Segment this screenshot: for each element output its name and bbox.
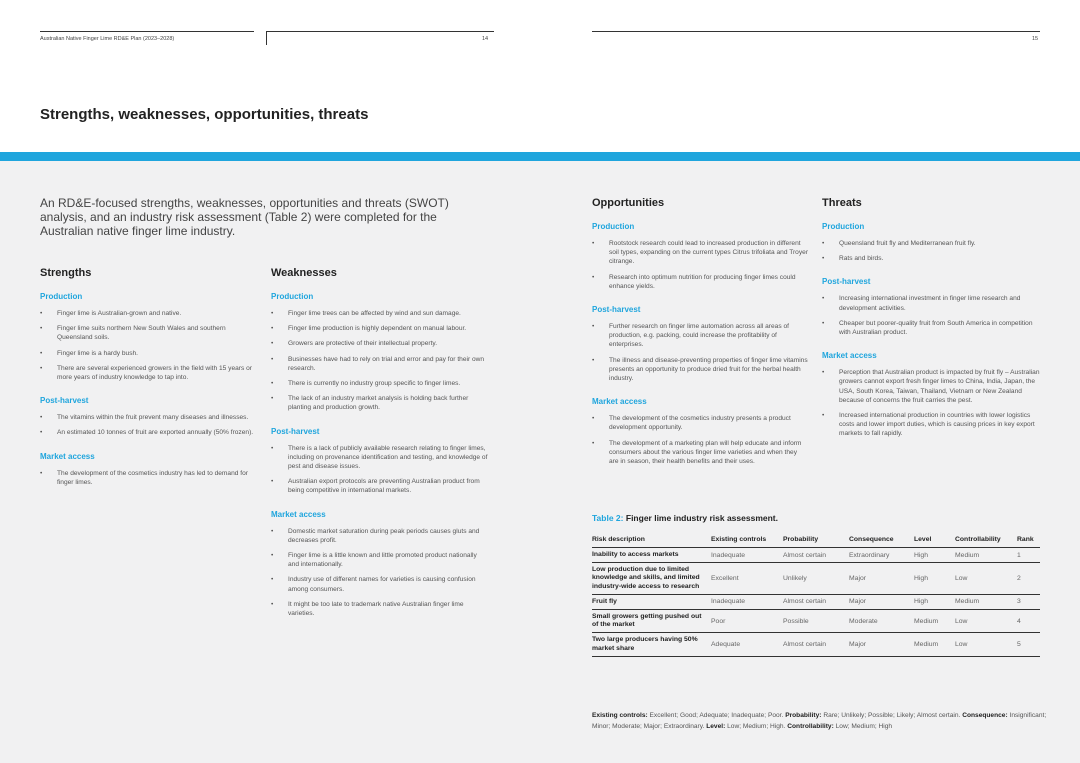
risk-description-cell: Small growers getting pushed out of the market	[592, 610, 711, 633]
legend-values: Low; Medium; High	[835, 723, 893, 730]
list-item: • Finger lime production is highly dependent on manual labour.	[271, 324, 489, 333]
page-title: Strengths, weaknesses, opportunities, threats	[40, 106, 369, 123]
threats-list-production	[822, 239, 1040, 263]
strengths-section-post-harvest: Post-harvest	[40, 396, 89, 406]
risk-description-cell: Fruit fly	[592, 594, 711, 609]
table-cell: 4	[1017, 610, 1040, 633]
risk-description-cell: Inability to access markets	[592, 548, 711, 563]
weaknesses-section-market-access: Market access	[271, 509, 326, 519]
running-header: Australian Native Finger Lime RD&E Plan (2023–2028)	[40, 36, 175, 42]
table-cell: Medium	[955, 548, 1017, 563]
column-header: Level	[914, 532, 955, 548]
table-cell: High	[914, 548, 955, 563]
weaknesses-list-post-harvest	[271, 444, 489, 496]
table-cell: 5	[1017, 633, 1040, 656]
opportunities-list-production	[592, 239, 808, 291]
table-caption	[592, 513, 778, 523]
opportunities-column	[592, 197, 808, 480]
list-item: • Perception that Australian product is impacted by fruit fly – Australian growers cannot export fresh finger limes to China, India, Japan, the USA, South Korea, Taiwan, Thailand, Vietnam or New Zealand because of concerns the fruit carries the pest.	[822, 368, 1040, 405]
column-header: Risk description	[592, 532, 711, 548]
list-item: • Further research on finger lime automation across all areas of production, e.g. packing, could increase the profitability of enterprises.	[592, 322, 808, 350]
column-header: Controllability	[955, 532, 1017, 548]
header-divider	[266, 31, 267, 45]
list-item: • The lack of an industry market analysis is holding back further planting and production growth.	[271, 394, 489, 412]
list-item: • Finger lime is a little known and little promoted product nationally and internationally.	[271, 551, 489, 569]
list-item: • Increased international production in countries with lower logistics costs and lower import duties, which is causing prices in key export markets to fall rapidly.	[822, 411, 1040, 439]
strengths-heading: Strengths	[40, 267, 92, 279]
list-item: • The development of a marketing plan will help educate and inform consumers about the various finger lime varieties and when they are in season, their health benefits and their uses.	[592, 439, 808, 467]
legend-values: Excellent; Good; Adequate; Inadequate; Poor.	[649, 712, 784, 719]
table-cell: Almost certain	[783, 548, 849, 563]
threats-section-market-access: Market access	[822, 351, 877, 361]
legend-label: Existing controls:	[592, 712, 648, 719]
column-header: Consequence	[849, 532, 914, 548]
list-item: • Rats and birds.	[822, 254, 1040, 263]
table-cell: Medium	[914, 610, 955, 633]
list-item: • Domestic market saturation during peak periods causes gluts and decreases profit.	[271, 527, 489, 545]
table-cell: Major	[849, 633, 914, 656]
page-number-right: 15	[1032, 36, 1039, 42]
threats-column	[822, 197, 1040, 453]
list-item: • Finger lime suits northern New South Wales and southern Queensland soils.	[40, 324, 258, 342]
list-item: • An estimated 10 tonnes of fruit are exported annually (50% frozen).	[40, 428, 258, 437]
legend-label: Controllability:	[787, 723, 834, 730]
intro-paragraph: An RD&E-focused strengths, weaknesses, opportunities and threats (SWOT) analysis, and an industry risk assessment (Table 2) were completed for the Australian native finger lime industry.	[40, 196, 449, 238]
list-item: • The vitamins within the fruit prevent many diseases and illnesses.	[40, 413, 258, 422]
opportunities-list-post-harvest	[592, 322, 808, 383]
table-cell: Major	[849, 563, 914, 595]
table-cell: High	[914, 594, 955, 609]
legend-values: Low; Medium; High.	[727, 723, 786, 730]
weaknesses-column	[271, 267, 489, 632]
table-cell: Poor	[711, 610, 783, 633]
legend-label: Level:	[706, 723, 726, 730]
list-item: • The development of the cosmetics industry presents a product development opportunity.	[592, 414, 808, 432]
list-item: • Finger lime is Australian-grown and native.	[40, 309, 258, 318]
column-header: Probability	[783, 532, 849, 548]
list-item: • Increasing international investment in finger lime research and development activities.	[822, 294, 1040, 312]
threats-list-post-harvest	[822, 294, 1040, 337]
list-item: • Growers are protective of their intellectual property.	[271, 339, 489, 348]
table-cell: Excellent	[711, 563, 783, 595]
strengths-column	[40, 267, 258, 501]
legend-label: Probability:	[785, 712, 822, 719]
table-cell: 3	[1017, 594, 1040, 609]
threats-section-production: Production	[822, 222, 865, 231]
weaknesses-list-production	[271, 309, 489, 413]
list-item: • The development of the cosmetics industry has led to demand for finger limes.	[40, 469, 258, 487]
risk-table	[592, 532, 1040, 657]
threats-heading: Threats	[822, 197, 862, 209]
list-item: • Rootstock research could lead to increased production in different soil types, expanding on the current types Citrus trifoliata and Troyer citrange.	[592, 239, 808, 267]
table-cell: Moderate	[849, 610, 914, 633]
opportunities-heading: Opportunities	[592, 197, 665, 209]
weaknesses-section-production: Production	[271, 292, 314, 301]
opportunities-section-production: Production	[592, 222, 635, 231]
table-cell: Almost certain	[783, 633, 849, 656]
table-label: Table 2:	[592, 513, 624, 523]
weaknesses-list-market-access	[271, 527, 489, 619]
threats-section-post-harvest: Post-harvest	[822, 277, 871, 287]
table-title: Finger lime industry risk assessment.	[625, 513, 778, 523]
list-item: • Queensland fruit fly and Mediterranean fruit fly.	[822, 239, 1040, 248]
table-row	[592, 563, 1040, 595]
table-cell: Low	[955, 610, 1017, 633]
table-cell: Unlikely	[783, 563, 849, 595]
risk-description-cell: Low production due to limited knowledge and skills, and limited industry-wide access to research	[592, 563, 711, 595]
page-number-left: 14	[482, 36, 489, 42]
table-legend	[592, 710, 1062, 732]
table-cell: Extraordinary	[849, 548, 914, 563]
opportunities-list-market-access	[592, 414, 808, 466]
table-body	[592, 548, 1040, 657]
risk-description-cell: Two large producers having 50% market share	[592, 633, 711, 656]
table-row	[592, 594, 1040, 609]
table-cell: 2	[1017, 563, 1040, 595]
table-cell: Medium	[955, 594, 1017, 609]
list-item: • Industry use of different names for varieties is causing confusion among consumers.	[271, 575, 489, 593]
table-row	[592, 548, 1040, 563]
legend-label: Consequence:	[962, 712, 1008, 719]
table-cell: Adequate	[711, 633, 783, 656]
header-rule-left	[40, 31, 254, 32]
list-item: • There is currently no industry group specific to finger limes.	[271, 379, 489, 388]
table-row	[592, 610, 1040, 633]
table-cell: Medium	[914, 633, 955, 656]
strengths-section-production: Production	[40, 292, 83, 301]
table-cell: Inadequate	[711, 548, 783, 563]
strengths-section-market-access: Market access	[40, 451, 95, 461]
opportunities-section-post-harvest: Post-harvest	[592, 305, 641, 315]
table-cell: High	[914, 563, 955, 595]
weaknesses-section-post-harvest: Post-harvest	[271, 426, 320, 436]
list-item: • Cheaper but poorer-quality fruit from South America in competition with Australian product.	[822, 319, 1040, 337]
list-item: • Research into optimum nutrition for producing finger limes could enhance yields.	[592, 273, 808, 291]
strengths-list-production	[40, 309, 258, 382]
legend-values: Insignificant; Minor; Moderate; Major; Extraordinary.	[592, 712, 1047, 730]
table-cell: Almost certain	[783, 594, 849, 609]
table-cell: Possible	[783, 610, 849, 633]
table-cell: Inadequate	[711, 594, 783, 609]
header-rule-right	[592, 31, 1040, 32]
table-cell: 1	[1017, 548, 1040, 563]
header-rule-center	[266, 31, 494, 32]
list-item: • Australian export protocols are preventing Australian product from being competitive in international markets.	[271, 477, 489, 495]
list-item: • There is a lack of publicly available research relating to finger limes, including on provenance identification and testing, and knowledge of pest and disease issues.	[271, 444, 489, 472]
table-cell: Major	[849, 594, 914, 609]
list-item: • There are several experienced growers in the field with 15 years or more years of industry knowledge to tap into.	[40, 364, 258, 382]
column-header: Rank	[1017, 532, 1040, 548]
weaknesses-heading: Weaknesses	[271, 267, 337, 279]
table-row	[592, 633, 1040, 656]
list-item: • Finger lime is a hardy bush.	[40, 349, 258, 358]
list-item: • It might be too late to trademark native Australian finger lime varieties.	[271, 600, 489, 618]
strengths-list-post-harvest	[40, 413, 258, 437]
table-cell: Low	[955, 563, 1017, 595]
legend-values: Rare; Unlikely; Possible; Likely; Almost certain.	[823, 712, 961, 719]
threats-list-market-access	[822, 368, 1040, 438]
list-item: • The illness and disease-preventing properties of finger lime vitamins presents an opportunity to produce dried fruit for the herbal health industry.	[592, 356, 808, 384]
list-item: • Businesses have had to rely on trial and error and pay for their own research.	[271, 355, 489, 373]
list-item: • Finger lime trees can be affected by wind and sun damage.	[271, 309, 489, 318]
strengths-list-market-access	[40, 469, 258, 487]
opportunities-section-market-access: Market access	[592, 397, 647, 407]
accent-band	[0, 152, 1080, 161]
table-header-row	[592, 532, 1040, 548]
table-cell: Low	[955, 633, 1017, 656]
page-top	[0, 0, 1080, 152]
column-header: Existing controls	[711, 532, 783, 548]
